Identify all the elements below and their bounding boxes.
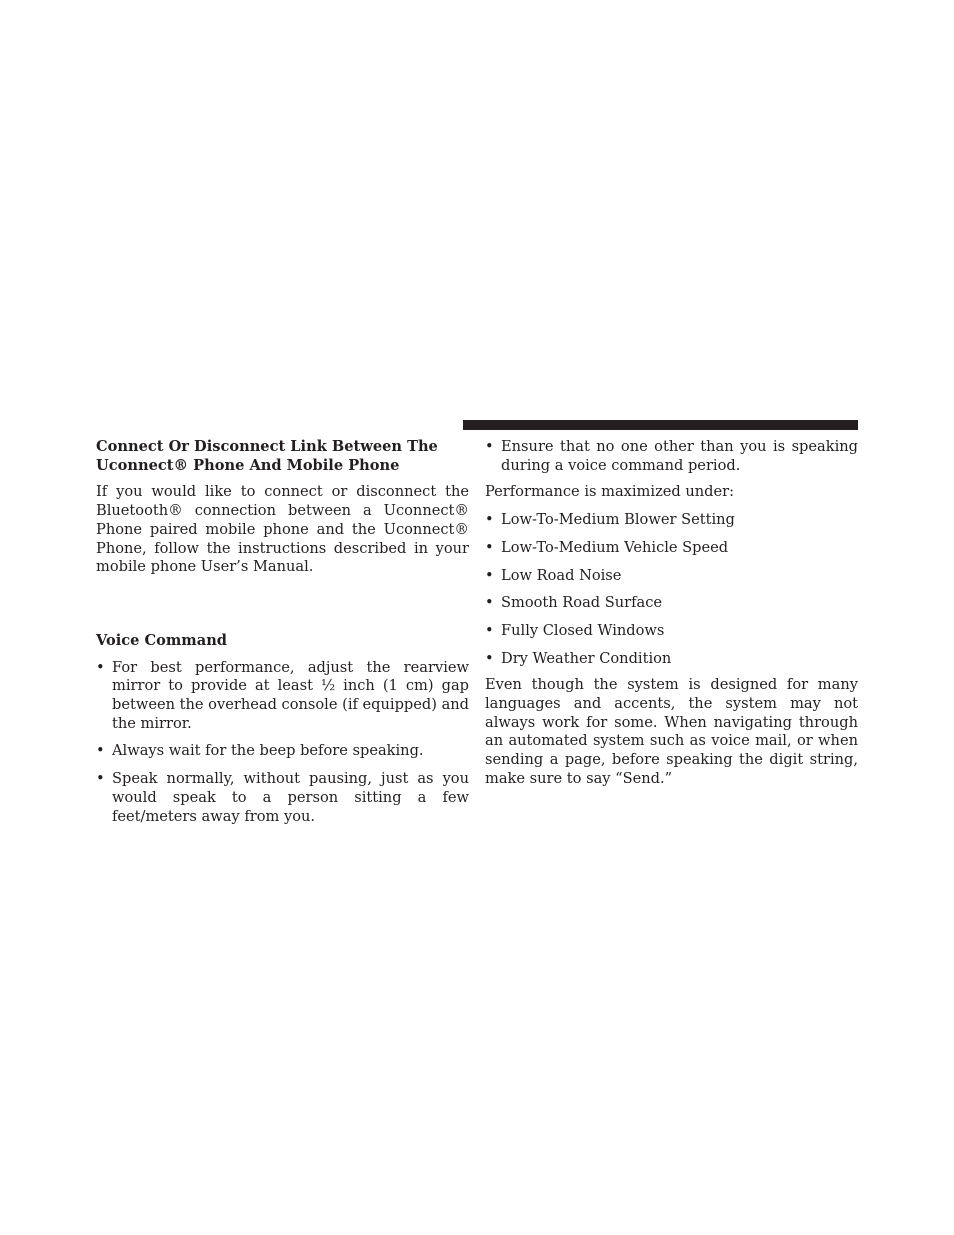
list-item-text: Low-To-Medium Blower Setting bbox=[501, 511, 735, 529]
list-item bbox=[485, 622, 858, 641]
list-item-text: Speak normally, without pausing, just as you would speak to a person sitting a few feet/meters away from you. bbox=[112, 770, 469, 825]
paragraph-connect-disconnect: If you would like to connect or disconnect the Bluetooth® connection between a Uconnect® Phone paired mobile phone and the Uconnect® Phone, follow the instructions described in your mobile phone User’s Manual. bbox=[96, 483, 469, 576]
bullet-icon: • bbox=[485, 594, 494, 612]
bullet-icon: • bbox=[485, 438, 494, 455]
list-item bbox=[96, 770, 469, 826]
list-item-text: Smooth Road Surface bbox=[501, 594, 663, 612]
bullet-icon: • bbox=[96, 658, 105, 676]
bullet-icon: • bbox=[485, 511, 494, 529]
list-item-text: Fully Closed Windows bbox=[501, 621, 665, 639]
list-item bbox=[485, 539, 858, 558]
list-item bbox=[96, 742, 469, 761]
list-item bbox=[485, 511, 858, 530]
list-item bbox=[485, 438, 858, 475]
list-item-text: Low-To-Medium Vehicle Speed bbox=[501, 538, 729, 556]
bullet-icon: • bbox=[96, 742, 105, 760]
bullet-icon: • bbox=[485, 566, 494, 584]
bullet-icon: • bbox=[485, 649, 494, 667]
list-item bbox=[485, 567, 858, 586]
list-item-text: For best performance, adjust the rearview mirror to provide at least ½ inch (1 cm) gap between the overhead console (if equipped) and the mirror. bbox=[112, 658, 470, 732]
list-item bbox=[485, 650, 858, 669]
right-column bbox=[485, 438, 858, 789]
left-column bbox=[96, 438, 469, 826]
bullet-icon: • bbox=[96, 770, 105, 788]
bullet-icon: • bbox=[485, 538, 494, 556]
heading-connect-disconnect: Connect Or Disconnect Link Between The Uconnect® Phone And Mobile Phone bbox=[96, 438, 438, 474]
list-item-text: Always wait for the beep before speaking. bbox=[112, 742, 424, 760]
list-item-text: Low Road Noise bbox=[501, 566, 622, 584]
bullet-icon: • bbox=[485, 621, 494, 639]
closing-paragraph: Even though the system is designed for many languages and accents, the system may not always work for some. When navigating through an automated system such as voice mail, or when sending a page, before speaking the digit string, make sure to say “Send.” bbox=[485, 676, 858, 787]
section-header-bar bbox=[463, 420, 858, 430]
performance-intro: Performance is maximized under: bbox=[485, 483, 735, 501]
list-item-text: Dry Weather Condition bbox=[501, 649, 672, 667]
list-item bbox=[96, 659, 469, 734]
list-item-text: Ensure that no one other than you is speaking during a voice command period. bbox=[501, 438, 858, 474]
heading-voice-command: Voice Command bbox=[96, 631, 228, 649]
list-item bbox=[485, 594, 858, 613]
